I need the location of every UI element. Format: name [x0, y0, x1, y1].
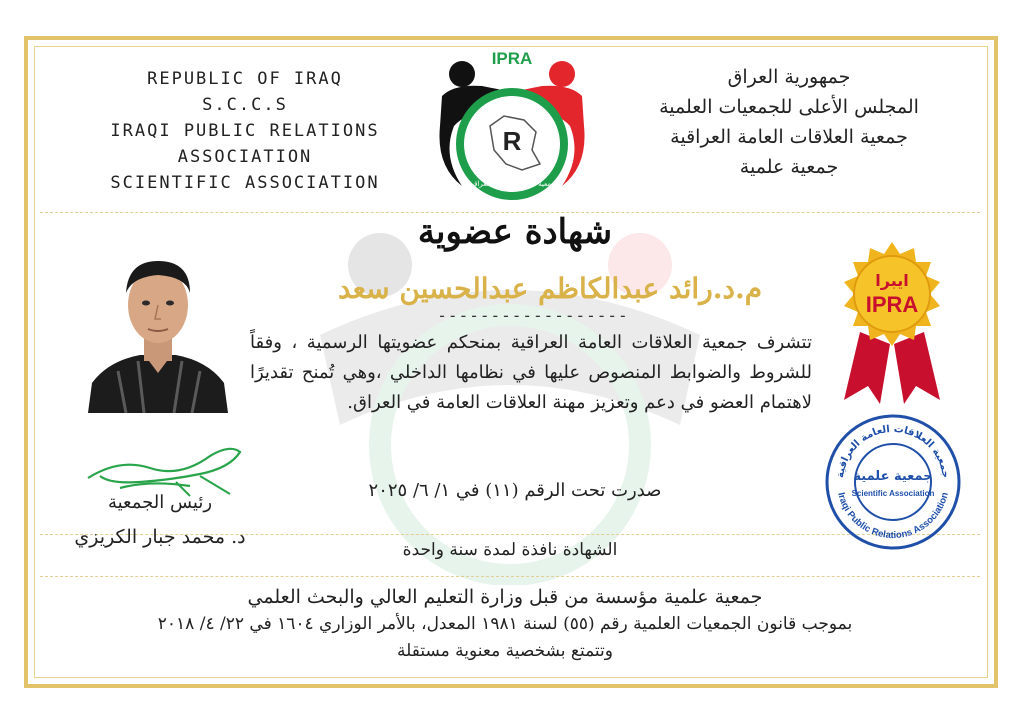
certificate-title: شهادة عضوية [417, 212, 613, 252]
english-header-line: SCIENTIFIC ASSOCIATION [110, 173, 380, 193]
arabic-header-line: جمعية علمية [739, 156, 839, 178]
arabic-header-line: جمعية العلاقات العامة العراقية [670, 126, 908, 148]
svg-text:R: R [502, 126, 522, 156]
ipra-logo [432, 46, 592, 206]
member-name: م.د.رائد عبدالكاظم عبدالحسين سعد [337, 272, 763, 305]
stamp-ring-bottom: Iraqi Public Relations Association [835, 491, 951, 542]
stamp-ring-top: جمعية العلاقات العامة العراقية [835, 423, 951, 479]
logo-ring-text: جمعية العلاقات العامة العراقية [468, 180, 556, 188]
footer-line: وتتمتع بشخصية معنوية مستقلة [397, 641, 613, 661]
issue-number-date: صدرت تحت الرقم (١١) في ١/ ٦/ ٢٠٢٥ [368, 480, 662, 501]
english-header-line: ASSOCIATION [177, 147, 313, 167]
logo-label: IPRA [491, 49, 533, 68]
gold-seal [830, 240, 954, 405]
english-header [80, 66, 410, 196]
footer-divider [40, 576, 980, 577]
english-header-line: S.C.C.S [202, 95, 288, 115]
gold-seal-arabic: ايبرا [875, 271, 909, 290]
arabic-header [624, 62, 954, 182]
certificate-body: تتشرف جمعية العلاقات العامة العراقية بمنحكم عضويتها الرسمية ، وفقاً للشروط والضوابط المنصوص عليها في نظامها الداخلي ،وهي تُمنح تقديرًا لاهتمام العضو في دعم وتعزيز مهنة العلاقات العامة في العراق. [250, 332, 812, 413]
footer-line: جمعية علمية مؤسسة من قبل وزارة التعليم العالي والبحث العلمي [247, 586, 763, 608]
stamp-center-arabic: جمعية علمية [853, 469, 933, 484]
arabic-header-line: المجلس الأعلى للجمعيات العلمية [659, 96, 919, 118]
english-header-line: REPUBLIC OF IRAQ [147, 69, 343, 89]
gold-seal-english: IPRA [865, 292, 919, 317]
footer-text [50, 583, 960, 665]
signatory-name: د. محمد جبار الكريزي [74, 526, 246, 548]
signatory-title: رئيس الجمعية [107, 492, 213, 513]
scientific-association-stamp [823, 412, 963, 552]
stamp-center-english: Scientific Association [851, 489, 935, 498]
arabic-header-line: جمهورية العراق [727, 66, 851, 88]
english-header-line: IRAQI PUBLIC RELATIONS [110, 121, 380, 141]
footer-line: بموجب قانون الجمعيات العلمية رقم (٥٥) لسنة ١٩٨١ المعدل، بالأمر الوزاري ١٦٠٤ في ٢٢/ ٤/ ٢٠١٨ [157, 614, 853, 634]
member-photo [78, 243, 238, 413]
name-underline: ------------------ [437, 306, 629, 325]
validity-text: الشهادة نافذة لمدة سنة واحدة [402, 540, 618, 560]
